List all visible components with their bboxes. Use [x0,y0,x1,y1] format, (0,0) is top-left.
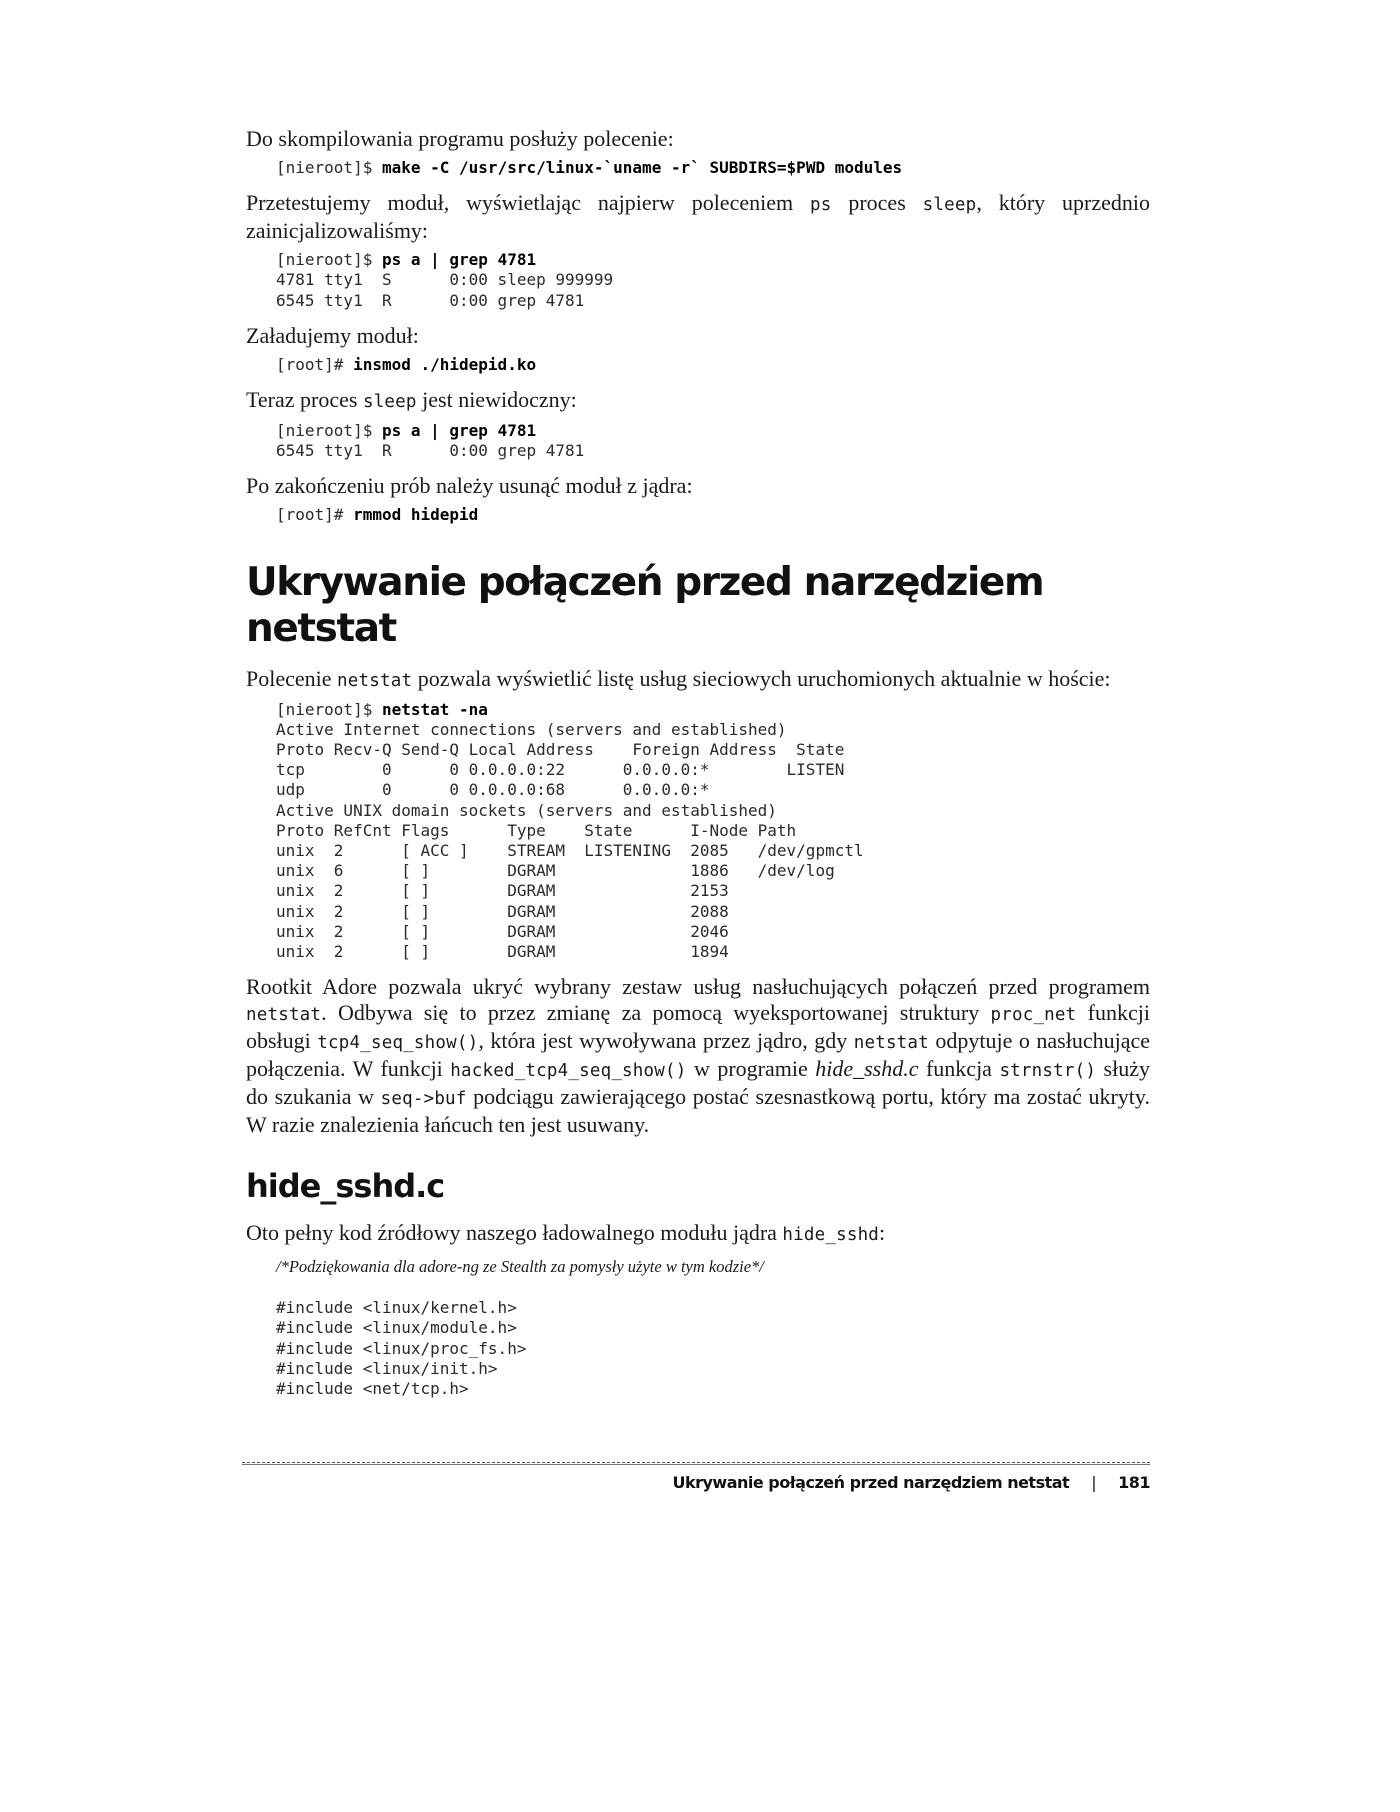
code-block [276,505,1150,525]
code-block [276,700,1150,963]
inline-code: netstat [853,1033,929,1054]
shell-command: make -C /usr/src/linux-`uname -r` SUBDIRS=$PWD modules [381,158,903,177]
paragraph: Rootkit Adore pozwala ukryć wybrany zestaw usług nasłuchujących połączeń przed programem netstat. Odbywa się to przez zmianę za pomocą wyeksportowanej struktury proc_net funkcji obsługi tcp4_seq_show(), która jest wywoływana przez jądro, gdy netstat odpytuje o nasłuchujące połączenia. W funkcji hacked_tcp4_seq_show() w programie hide_sshd.c funkcja strnstr() służy do szukania w seq->buf podciągu zawierającego postać szesnastkową portu, który ma zostać ukryty. W razie znalezienia łańcuch ten jest usuwany. [246,974,1150,1138]
inline-code: proc_net [990,1005,1077,1026]
shell-command: rmmod hidepid [353,505,479,525]
shell-prompt: [nieroot]$ [276,158,382,177]
code-comment: /*Podziękowania dla adore-ng ze Stealth za pomysły użyte w tym kodzie*/ [276,1257,764,1277]
inline-code: tcp4_seq_show() [317,1033,479,1054]
shell-command: insmod ./hidepid.ko [353,354,537,374]
code-block [276,421,1150,461]
footer-rule [242,1462,1150,1463]
shell-command: ps a | grep 4781 [381,250,537,270]
shell-prompt: [root]# [276,505,354,525]
inline-code: strnstr() [999,1061,1097,1082]
shell-command: ps a | grep 4781 [381,421,537,441]
shell-prompt: [nieroot]$ [276,421,382,441]
file-name: hide_sshd.c [815,1056,919,1082]
shell-output: Active Internet connections (servers and established) Proto Recv-Q Send-Q Local Address Foreign Address State tcp 0 0 0.0.0.0:22 0.0.0.0:* LISTEN udp 0 0 0.0.0.0:68 0.0.0.0:* Active UNIX domain sockets (servers and established) Proto RefCnt Flags Type State I-Node Path unix 2 [ ACC ] STREAM LISTENING 2085 /dev/gpmctl unix 6 [ ] DGRAM 1886 /dev/log unix 2 [ ] DGRAM 2153 unix 2 [ ] DGRAM 2088 unix 2 [ ] DGRAM 2046 unix 2 [ ] DGRAM 1894 [276,719,864,962]
inline-code: netstat [337,670,413,691]
paragraph: Do skompilowania programu posłuży polecenie: [246,126,674,151]
section-heading: Ukrywanie połączeń przed narzędziem netstat [246,559,1044,651]
code-block: #include <linux/kernel.h> #include <linux/module.h> #include <linux/proc_fs.h> #include <linux/init.h> #include <net/tcp.h> [276,1298,527,1399]
inline-code: sleep [922,195,977,216]
code-block [276,355,1150,375]
code-block [276,158,1150,178]
paragraph: Polecenie netstat pozwala wyświetlić listę usług sieciowych uruchomionych aktualnie w hoście: [246,665,1111,691]
inline-code: sleep [362,392,417,413]
shell-output: 4781 tty1 S 0:00 sleep 999999 6545 tty1 R 0:00 grep 4781 [276,270,614,310]
shell-prompt: [nieroot]$ [276,250,382,270]
inline-code: seq->buf [380,1089,467,1110]
page-number: 181 [1118,1473,1150,1492]
inline-code: ps [809,195,832,216]
shell-command: netstat -na [381,699,488,719]
inline-code: hide_sshd [782,1225,880,1246]
page-body [246,126,1150,1399]
inline-code: hacked_tcp4_seq_show() [450,1061,687,1082]
subsection-heading: hide_sshd.c [246,1167,445,1206]
footer-separator: | [1091,1473,1097,1492]
shell-prompt: [root]# [276,354,354,374]
shell-prompt: [nieroot]$ [276,699,382,719]
page-footer [242,1462,1150,1492]
paragraph: Po zakończeniu prób należy usunąć moduł z jądra: [246,473,693,499]
paragraph: Oto pełny kod źródłowy naszego ładowalnego modułu jądra hide_sshd: [246,1220,886,1246]
shell-output: 6545 tty1 R 0:00 grep 4781 [276,441,585,461]
code-block [276,250,1150,311]
paragraph: Teraz proces sleep jest niewidoczny: [246,387,577,413]
inline-code: netstat [246,1005,322,1026]
paragraph: Przetestujemy moduł, wyświetlając najpierw poleceniem ps proces sleep, który uprzednio zainicjalizowaliśmy: [246,190,1150,244]
running-title: Ukrywanie połączeń przed narzędziem netstat [672,1473,1070,1492]
paragraph: Załadujemy moduł: [246,322,419,348]
